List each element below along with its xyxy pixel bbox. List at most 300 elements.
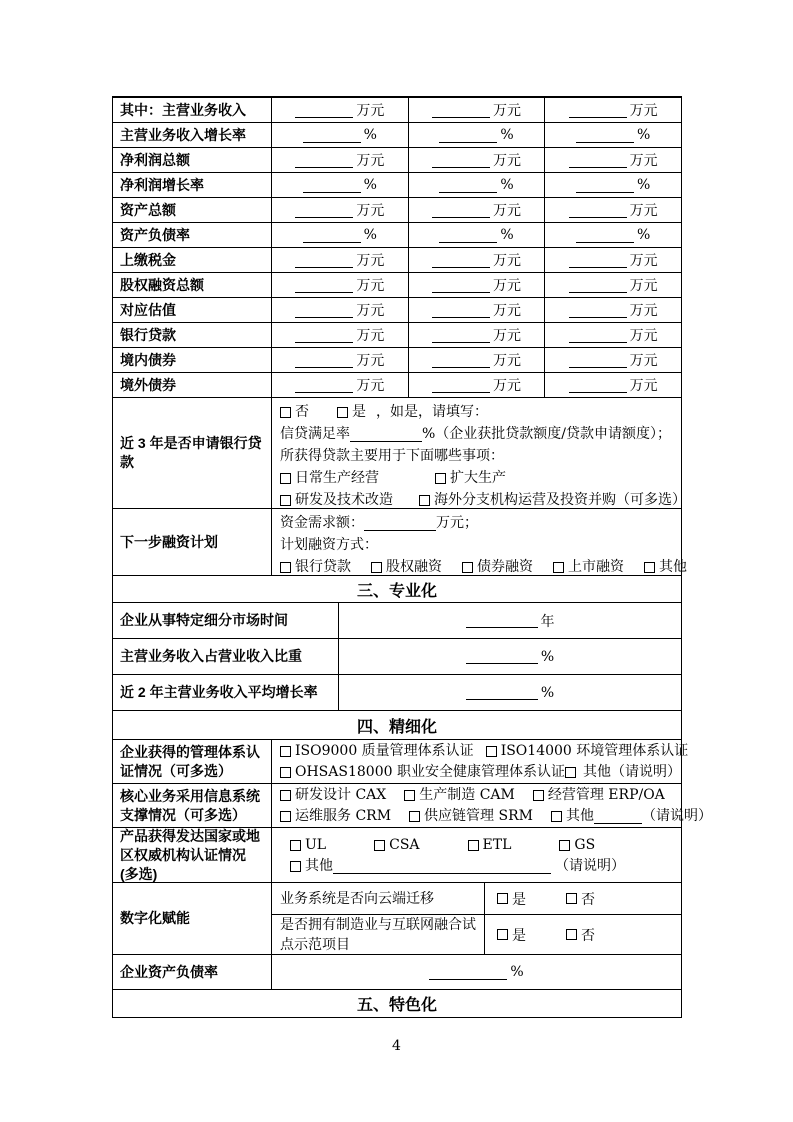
unit-label: 万元	[356, 353, 385, 369]
checkbox-icon[interactable]	[337, 407, 348, 418]
option-label: 生产制造 CAM	[419, 787, 515, 803]
value-cell-year3[interactable]	[544, 273, 681, 297]
unit-label: %	[540, 648, 555, 665]
checkbox-icon[interactable]	[280, 790, 291, 801]
cert-option[interactable]	[280, 741, 474, 762]
it-option[interactable]	[280, 806, 391, 827]
checkbox-icon[interactable]	[497, 929, 508, 940]
cert-option-other[interactable]	[565, 762, 611, 783]
intl-cert-option-other[interactable]	[290, 856, 333, 877]
value-cell-year1[interactable]	[271, 273, 408, 297]
table-row	[113, 147, 681, 172]
unit-label: 万元	[356, 203, 385, 219]
input-blank[interactable]	[569, 328, 627, 343]
input-blank[interactable]	[569, 353, 627, 368]
row-label: 境内债券	[120, 351, 176, 368]
intl-cert-content	[271, 828, 681, 882]
financing-plan-content	[271, 509, 687, 575]
usage-options-line2	[280, 489, 686, 511]
unit-label: %	[637, 177, 651, 193]
unit-label: 万元	[629, 153, 658, 169]
row-label: 资产总额	[120, 201, 176, 218]
unit-label: 万元	[629, 353, 658, 369]
row-label: 股权融资总额	[120, 276, 204, 293]
input-blank[interactable]	[432, 203, 490, 218]
value-cell-year1[interactable]	[271, 373, 408, 397]
input-blank[interactable]	[432, 353, 490, 368]
section5-header: 五、特色化	[113, 989, 681, 1017]
unit-label: 万元	[629, 203, 658, 219]
option-label: 供应链管理 SRM	[424, 808, 533, 824]
input-blank[interactable]	[466, 685, 538, 700]
unit-label: 万元	[356, 378, 385, 394]
checkbox-icon[interactable]	[435, 473, 446, 484]
unit-label: 万元	[493, 328, 521, 344]
method-option[interactable]	[280, 556, 351, 578]
option-label: 其他	[305, 858, 333, 874]
it-option[interactable]	[280, 785, 386, 806]
it-systems-row	[113, 783, 712, 827]
value-cell-year3[interactable]	[544, 123, 681, 147]
amount-unit: 万元；	[436, 515, 478, 531]
table-row	[113, 322, 681, 347]
value-cell-year1[interactable]	[271, 98, 408, 122]
option-yes[interactable]	[497, 925, 526, 945]
value-cell[interactable]	[338, 675, 681, 710]
value-cell-year3[interactable]	[544, 373, 681, 397]
intl-options-line2	[290, 856, 673, 877]
row-label: 上缴税金	[120, 251, 176, 268]
option-label: 其他	[582, 764, 611, 780]
value-cell-year1[interactable]	[271, 348, 408, 372]
value-cell[interactable]	[338, 639, 681, 674]
method-option[interactable]	[644, 556, 687, 578]
debt-ratio-label: 企业资产负债率	[120, 963, 218, 980]
option-label: 海外分支机构运营及投资并购（可多选）	[434, 492, 686, 508]
input-blank[interactable]	[432, 303, 490, 318]
section4-header: 四、精细化	[113, 710, 681, 739]
input-blank[interactable]	[466, 613, 538, 628]
input-blank[interactable]	[295, 278, 353, 293]
value-cell-year2[interactable]	[408, 348, 545, 372]
input-blank[interactable]	[432, 378, 490, 393]
checkbox-icon[interactable]	[290, 840, 301, 851]
unit-label: %	[363, 177, 377, 193]
digital-answer	[484, 915, 681, 954]
input-blank[interactable]	[303, 178, 361, 193]
option-label: 股权融资	[386, 559, 442, 575]
table-row	[113, 172, 681, 197]
unit-label: %	[637, 127, 651, 143]
option-label: 其他	[659, 559, 687, 575]
checkbox-icon[interactable]	[559, 840, 570, 851]
digital-question: 是否拥有制造业与互联网融合试点示范项目	[280, 916, 476, 953]
unit-label: %	[500, 227, 514, 243]
option-label: 其他	[565, 808, 594, 824]
input-blank[interactable]	[432, 153, 490, 168]
unit-label: 万元	[356, 103, 385, 119]
value-cell-year3[interactable]	[544, 198, 681, 222]
digital-label: 数字化赋能	[120, 910, 190, 926]
input-blank[interactable]	[295, 328, 353, 343]
unit-label: 万元	[493, 278, 521, 294]
please-specify-note: （请说明）	[555, 858, 625, 874]
other-blank[interactable]	[333, 859, 551, 874]
intl-options-line1	[290, 835, 673, 856]
unit-label: 万元	[629, 103, 658, 119]
table-row	[113, 247, 681, 272]
digital-content	[271, 883, 681, 954]
checkbox-icon[interactable]	[644, 562, 655, 573]
value-cell-year2[interactable]	[408, 98, 545, 122]
intl-cert-option[interactable]	[468, 835, 512, 856]
yes-no-line	[280, 401, 673, 423]
value-cell-year1[interactable]	[271, 123, 408, 147]
value-cell-year2[interactable]	[408, 248, 545, 272]
option-label: 银行贷款	[295, 559, 351, 575]
option-no[interactable]	[280, 401, 309, 423]
it-systems-label: 核心业务采用信息系统支撑情况（可多选）	[120, 787, 260, 823]
unit-label: 万元	[629, 253, 658, 269]
input-blank[interactable]	[569, 203, 627, 218]
input-blank[interactable]	[569, 103, 627, 118]
value-cell-year2[interactable]	[408, 123, 545, 147]
cert-option[interactable]	[280, 762, 565, 783]
checkbox-icon[interactable]	[468, 840, 479, 851]
method-option[interactable]	[371, 556, 442, 578]
usage-option[interactable]	[280, 489, 393, 511]
table-row	[113, 222, 681, 247]
input-blank[interactable]	[295, 253, 353, 268]
value-cell-year1[interactable]	[271, 223, 408, 247]
value-cell-year1[interactable]	[271, 198, 408, 222]
value-cell-year2[interactable]	[408, 223, 545, 247]
option-label: 上市融资	[568, 559, 624, 575]
financing-plan-row	[113, 508, 687, 575]
table-row	[113, 347, 681, 372]
option-label: 日常生产经营	[295, 470, 379, 486]
value-cell[interactable]	[338, 603, 681, 638]
row-label: 对应估值	[120, 301, 176, 318]
it-option[interactable]	[409, 806, 533, 827]
input-blank[interactable]	[295, 203, 353, 218]
unit-label: 万元	[629, 328, 658, 344]
section3-rows	[113, 602, 681, 710]
row-label: 主营业务收入增长率	[120, 126, 246, 143]
value-cell-year3[interactable]	[544, 173, 681, 197]
value-cell-year3[interactable]	[544, 323, 681, 347]
unit-label: 万元	[356, 303, 385, 319]
credit-rate-note: %（企业获批贷款额度/贷款申请额度）；	[422, 426, 672, 442]
unit-label: %	[500, 127, 514, 143]
input-blank[interactable]	[295, 103, 353, 118]
unit-label: 万元	[356, 278, 385, 294]
option-label: 是	[512, 891, 526, 908]
method-options	[280, 556, 687, 578]
input-blank[interactable]	[295, 353, 353, 368]
if-yes-note: ，如是，请填写：	[376, 404, 488, 420]
option-label: 否	[295, 404, 309, 420]
amount-line	[280, 512, 673, 534]
option-label: UL	[305, 837, 327, 853]
table-row	[113, 297, 681, 322]
input-blank[interactable]	[303, 128, 361, 143]
please-specify-note: （请说明）	[641, 808, 712, 824]
checkbox-icon[interactable]	[280, 811, 291, 822]
input-blank[interactable]	[576, 128, 634, 143]
unit-label: 万元	[356, 153, 385, 169]
row-label: 净利润总额	[120, 151, 190, 168]
unit-label: 万元	[493, 203, 521, 219]
usage-option[interactable]	[280, 467, 379, 489]
input-blank[interactable]	[295, 378, 353, 393]
usage-option[interactable]	[435, 467, 506, 489]
checkbox-icon[interactable]	[565, 767, 576, 778]
row-label: 其中：主营业务收入	[120, 101, 246, 118]
checkbox-icon[interactable]	[280, 562, 291, 573]
option-no[interactable]	[566, 925, 595, 945]
bank-loan-row	[113, 397, 686, 508]
bank-loan-label: 近 3 年是否申请银行贷款	[120, 435, 262, 470]
checkbox-icon[interactable]	[462, 562, 473, 573]
credit-rate-label: 信贷满足率	[280, 426, 350, 442]
checkbox-icon[interactable]	[290, 861, 301, 872]
value-cell-year1[interactable]	[271, 248, 408, 272]
unit-label: 万元	[629, 378, 658, 394]
section3-header: 三、专业化	[113, 575, 681, 602]
input-blank[interactable]	[295, 153, 353, 168]
cert-label: 企业获得的管理体系认证情况（可多选）	[120, 743, 260, 779]
checkbox-icon[interactable]	[533, 790, 544, 801]
unit-label: 万元	[356, 328, 385, 344]
value-cell-year3[interactable]	[544, 148, 681, 172]
option-label: 债券融资	[477, 559, 533, 575]
credit-rate-line	[280, 423, 673, 445]
value-cell-year3[interactable]	[544, 98, 681, 122]
input-blank[interactable]	[569, 153, 627, 168]
input-blank[interactable]	[569, 378, 627, 393]
please-specify-note: （请说明）	[610, 764, 681, 780]
row-label: 近 2 年主营业务收入平均增长率	[120, 684, 318, 700]
unit-label: 万元	[493, 303, 521, 319]
option-label: 否	[581, 927, 595, 944]
value-cell-year2[interactable]	[408, 148, 545, 172]
amount-label: 资金需求额：	[280, 515, 364, 531]
input-blank[interactable]	[432, 328, 490, 343]
debt-ratio-row	[113, 954, 681, 989]
row-label: 主营业务收入占营业收入比重	[120, 648, 302, 664]
input-blank[interactable]	[295, 303, 353, 318]
input-blank[interactable]	[569, 253, 627, 268]
table-row	[113, 122, 681, 147]
checkbox-icon[interactable]	[404, 790, 415, 801]
cert-option[interactable]	[486, 741, 689, 762]
value-cell-year3[interactable]	[544, 348, 681, 372]
input-blank[interactable]	[432, 253, 490, 268]
input-blank[interactable]	[432, 103, 490, 118]
intl-cert-option[interactable]	[559, 835, 595, 856]
it-options-line2	[280, 806, 712, 827]
it-options-line1	[280, 785, 673, 806]
checkbox-icon[interactable]	[280, 767, 291, 778]
value-cell-year2[interactable]	[408, 273, 545, 297]
option-label: GS	[574, 837, 596, 853]
digital-question: 业务系统是否向云端迁移	[280, 890, 434, 907]
checkbox-icon[interactable]	[566, 929, 577, 940]
checkbox-icon[interactable]	[551, 811, 562, 822]
unit-label: 年	[540, 613, 555, 630]
row-label: 境外债券	[120, 376, 176, 393]
digital-subrow-cloud	[272, 883, 681, 914]
option-no[interactable]	[566, 889, 595, 909]
checkbox-icon[interactable]	[409, 811, 420, 822]
bank-loan-content	[271, 398, 686, 508]
value-cell-year2[interactable]	[408, 323, 545, 347]
usage-option[interactable]	[419, 489, 686, 511]
unit-label: %	[540, 684, 555, 701]
checkbox-icon[interactable]	[553, 562, 564, 573]
option-label: 否	[581, 891, 595, 908]
value-cell-year1[interactable]	[271, 173, 408, 197]
credit-rate-blank[interactable]	[350, 427, 422, 442]
option-label: ISO9000 质量管理体系认证	[295, 743, 474, 759]
value-cell-year1[interactable]	[271, 298, 408, 322]
intl-cert-label: 产品获得发达国家或地区权威机构认证情况(多选)	[120, 827, 260, 882]
form-table	[112, 96, 712, 1018]
unit-label: 万元	[629, 278, 658, 294]
cert-options-line1	[280, 741, 689, 762]
cert-content	[271, 740, 689, 783]
it-option-other[interactable]	[551, 806, 712, 827]
table-row	[113, 674, 681, 710]
option-label: 研发及技术改造	[295, 492, 393, 508]
option-yes[interactable]	[337, 401, 366, 423]
checkbox-icon[interactable]	[486, 746, 497, 757]
unit-label: %	[363, 227, 377, 243]
cert-options-line2	[280, 762, 681, 783]
digital-answer	[484, 883, 681, 914]
unit-label: 万元	[356, 253, 385, 269]
it-option[interactable]	[404, 785, 515, 806]
method-intro: 计划融资方式：	[280, 537, 378, 553]
option-label: 运维服务 CRM	[295, 808, 392, 824]
page-number: 4	[392, 1038, 401, 1054]
unit-label: 万元	[629, 303, 658, 319]
value-cell-year1[interactable]	[271, 323, 408, 347]
input-blank[interactable]	[576, 178, 634, 193]
row-label: 银行贷款	[120, 326, 176, 343]
row-label: 企业从事特定细分市场时间	[120, 612, 288, 628]
value-cell-year2[interactable]	[408, 373, 545, 397]
digital-row	[113, 882, 681, 954]
it-options-line2-list	[280, 806, 533, 827]
checkbox-icon[interactable]	[374, 840, 385, 851]
input-blank[interactable]	[429, 965, 507, 980]
value-cell-year1[interactable]	[271, 148, 408, 172]
table-row	[113, 638, 681, 674]
checkbox-icon[interactable]	[371, 562, 382, 573]
unit-label: 万元	[493, 103, 521, 119]
option-yes[interactable]	[497, 889, 526, 909]
other-blank[interactable]	[594, 809, 642, 824]
it-option[interactable]	[533, 785, 665, 806]
input-blank[interactable]	[569, 278, 627, 293]
option-label: ISO14000 环境管理体系认证	[500, 743, 689, 759]
value-cell-year2[interactable]	[408, 198, 545, 222]
unit-label: %	[637, 227, 651, 243]
input-blank[interactable]	[303, 228, 361, 243]
option-label: CSA	[389, 837, 420, 853]
checkbox-icon[interactable]	[566, 893, 577, 904]
checkbox-icon[interactable]	[419, 495, 430, 506]
financial-rows	[113, 97, 681, 397]
financing-plan-label: 下一步融资计划	[120, 533, 218, 550]
it-systems-content	[271, 784, 712, 827]
method-option[interactable]	[462, 556, 533, 578]
input-blank[interactable]	[576, 228, 634, 243]
option-label: OHSAS18000 职业安全健康管理体系认证	[295, 764, 565, 780]
option-label: 经营管理 ERP/OA	[547, 787, 665, 803]
option-label: 是	[512, 927, 526, 944]
unit-label: %	[500, 177, 514, 193]
input-blank[interactable]	[466, 649, 538, 664]
cert-row	[113, 739, 689, 783]
intl-cert-option[interactable]	[374, 835, 419, 856]
option-label: ETL	[482, 837, 512, 853]
checkbox-icon[interactable]	[280, 495, 291, 506]
unit-label: %	[510, 964, 524, 980]
row-label: 净利润增长率	[120, 176, 204, 193]
input-blank[interactable]	[439, 178, 497, 193]
option-label: 是	[352, 404, 366, 420]
intl-cert-option[interactable]	[290, 835, 326, 856]
table-row	[113, 197, 681, 222]
table-row	[113, 372, 681, 397]
table-row	[113, 272, 681, 297]
amount-blank[interactable]	[364, 516, 436, 531]
checkbox-icon[interactable]	[280, 407, 291, 418]
row-label: 资产负债率	[120, 226, 190, 243]
value-cell-year3[interactable]	[544, 248, 681, 272]
value-cell-year2[interactable]	[408, 298, 545, 322]
digital-subrow-pilot	[272, 914, 681, 954]
checkbox-icon[interactable]	[280, 473, 291, 484]
intl-cert-row	[113, 827, 681, 882]
value-cell-year3[interactable]	[544, 223, 681, 247]
method-option[interactable]	[553, 556, 624, 578]
table-row	[113, 97, 681, 122]
debt-ratio-cell[interactable]	[271, 955, 681, 989]
unit-label: %	[363, 127, 377, 143]
unit-label: 万元	[493, 253, 521, 269]
unit-label: 万元	[493, 378, 521, 394]
unit-label: 万元	[493, 153, 521, 169]
checkbox-icon[interactable]	[497, 893, 508, 904]
input-blank[interactable]	[432, 278, 490, 293]
input-blank[interactable]	[439, 228, 497, 243]
input-blank[interactable]	[439, 128, 497, 143]
usage-options-line1	[280, 467, 673, 489]
option-label: 研发设计 CAX	[295, 787, 387, 803]
unit-label: 万元	[493, 353, 521, 369]
input-blank[interactable]	[569, 303, 627, 318]
value-cell-year2[interactable]	[408, 173, 545, 197]
checkbox-icon[interactable]	[280, 746, 291, 757]
option-label: 扩大生产	[450, 470, 506, 486]
value-cell-year3[interactable]	[544, 298, 681, 322]
usage-intro: 所获得贷款主要用于下面哪些事项：	[280, 448, 504, 464]
table-row	[113, 602, 681, 638]
